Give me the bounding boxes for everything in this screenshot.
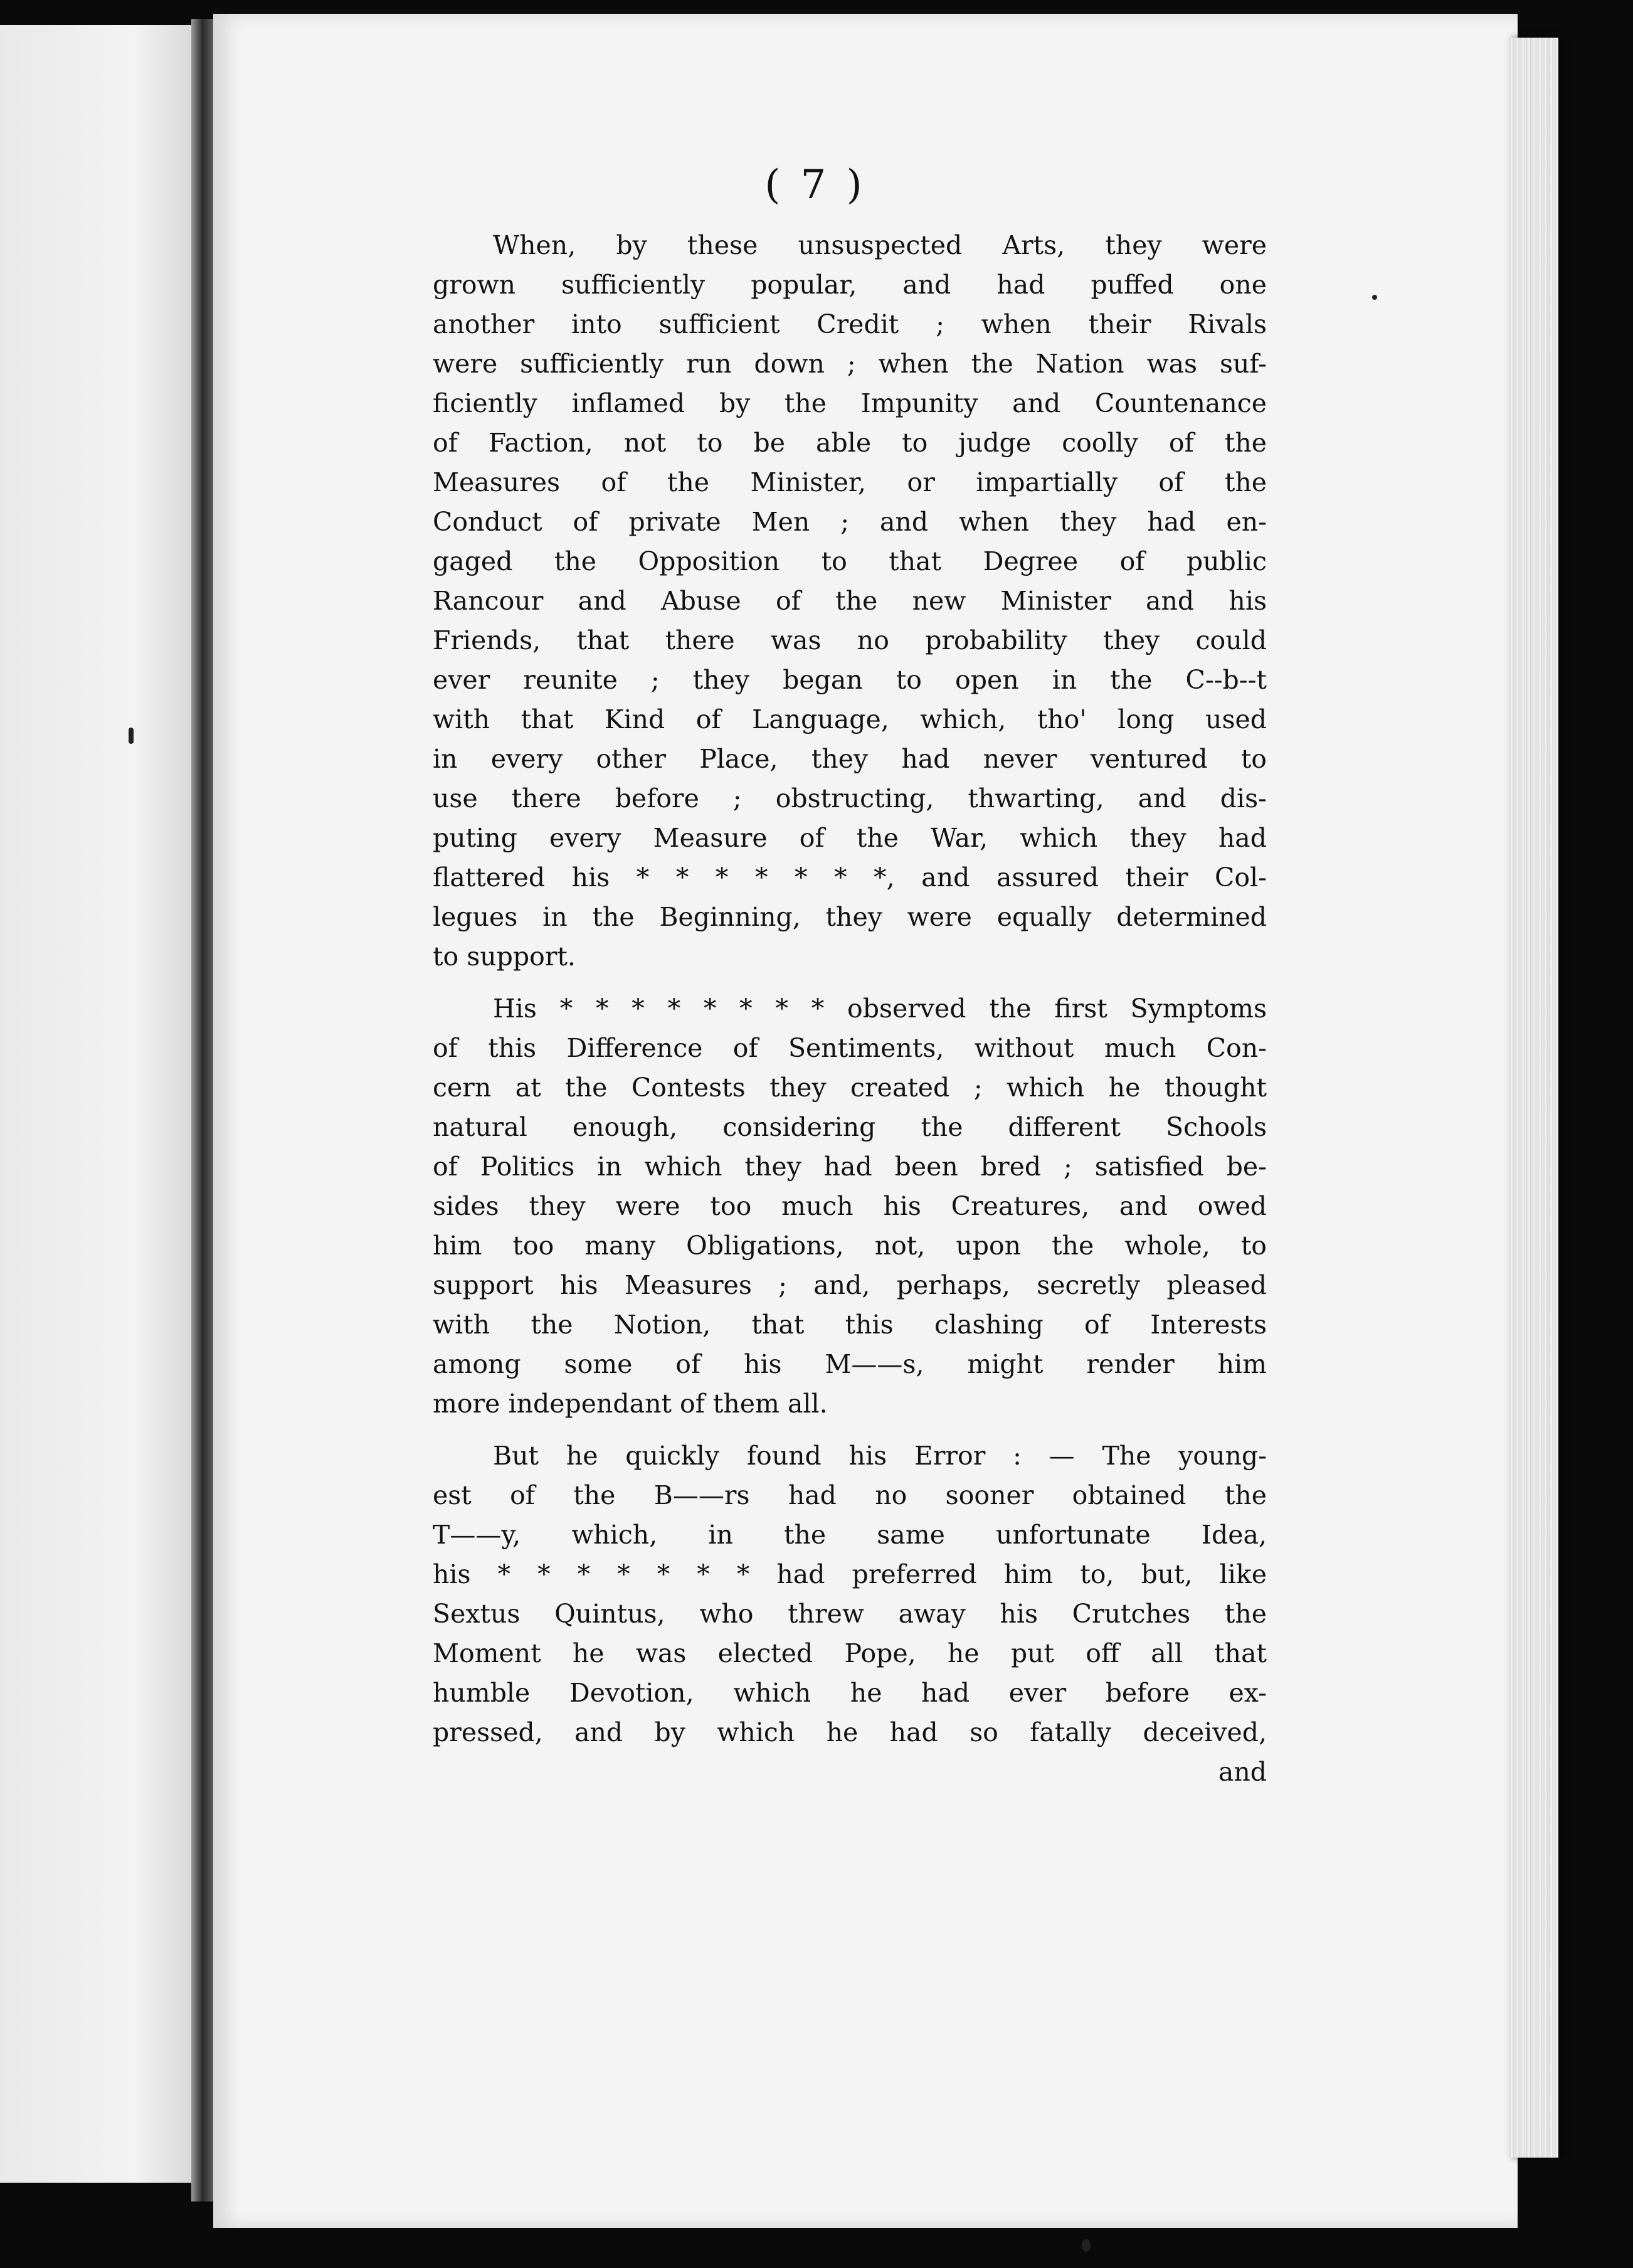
text-line: Rancour and Abuse of the new Minister and his [433, 586, 1267, 616]
text-line: His * * * * * * * * observed the first Symptoms [493, 994, 1267, 1024]
text-line: of this Difference of Sentiments, without much Con- [433, 1033, 1267, 1063]
text-line: sides they were too much his Creatures, and owed [433, 1191, 1267, 1221]
ink-speck [129, 728, 134, 744]
paragraph-gap [433, 977, 1267, 989]
text-line: pressed, and by which he had so fatally deceived, [433, 1717, 1267, 1747]
text-line: in every other Place, they had never ventured to [433, 744, 1267, 774]
text-line: natural enough, considering the different Schools [433, 1112, 1267, 1142]
page-edges-stack [1508, 38, 1558, 2158]
text-line: When, by these unsuspected Arts, they were [493, 230, 1267, 260]
text-line: gaged the Opposition to that Degree of public [433, 546, 1267, 576]
ink-speck [1372, 295, 1377, 300]
text-line: with the Notion, that this clashing of Interests [433, 1310, 1267, 1340]
text-line: more independant of them all. [433, 1389, 828, 1419]
text-line: were sufficiently run down ; when the Nation was suf- [433, 349, 1267, 379]
text-line: Measures of the Minister, or impartially of the [433, 467, 1267, 497]
page-number: ( 7 ) [764, 162, 866, 208]
book-gutter [191, 19, 216, 2202]
text-line: est of the B——rs had no sooner obtained the [433, 1480, 1267, 1510]
text-line: Conduct of private Men ; and when they had en- [433, 507, 1267, 537]
text-line: with that Kind of Language, which, tho' long used [433, 704, 1267, 734]
text-line: T——y, which, in the same unfortunate Idea, [433, 1520, 1267, 1550]
text-line: flattered his * * * * * * *, and assured their Col- [433, 862, 1267, 893]
text-line: support his Measures ; and, perhaps, secretly pleased [433, 1270, 1267, 1300]
text-line: his * * * * * * * had preferred him to, but, like [433, 1559, 1267, 1589]
text-line: him too many Obligations, not, upon the whole, to [433, 1231, 1267, 1261]
paragraph-gap [433, 1424, 1267, 1436]
text-line: puting every Measure of the War, which they had [433, 823, 1267, 853]
text-line: ever reunite ; they began to open in the C--b--t [433, 665, 1267, 695]
text-line: grown sufficiently popular, and had puffed one [433, 270, 1267, 300]
text-line: use there before ; obstructing, thwarting, and dis- [433, 783, 1267, 813]
text-line: Friends, that there was no probability they could [433, 625, 1267, 655]
text-line: But he quickly found his Error : — The young- [493, 1441, 1267, 1471]
text-line: of Faction, not to be able to judge coolly of the [433, 428, 1267, 458]
catchword: and [1218, 1757, 1267, 1787]
text-line: cern at the Contests they created ; which he thought [433, 1073, 1267, 1103]
text-line: humble Devotion, which he had ever before ex- [433, 1678, 1267, 1708]
text-line: legues in the Beginning, they were equally determined [433, 902, 1267, 932]
text-line: another into sufficient Credit ; when their Rivals [433, 309, 1267, 339]
text-line: Moment he was elected Pope, he put off all that [433, 1638, 1267, 1668]
text-line: of Politics in which they had been bred ; satisfied be- [433, 1152, 1267, 1182]
text-line: among some of his M——s, might render him [433, 1349, 1267, 1379]
text-line: Sextus Quintus, who threw away his Crutches the [433, 1599, 1267, 1629]
text-line: ficiently inflamed by the Impunity and Countenance [433, 388, 1267, 418]
text-line: to support. [433, 941, 576, 972]
ink-speck [1082, 2239, 1091, 2252]
body-text [433, 226, 1267, 1792]
left-page-edge [0, 25, 191, 2183]
